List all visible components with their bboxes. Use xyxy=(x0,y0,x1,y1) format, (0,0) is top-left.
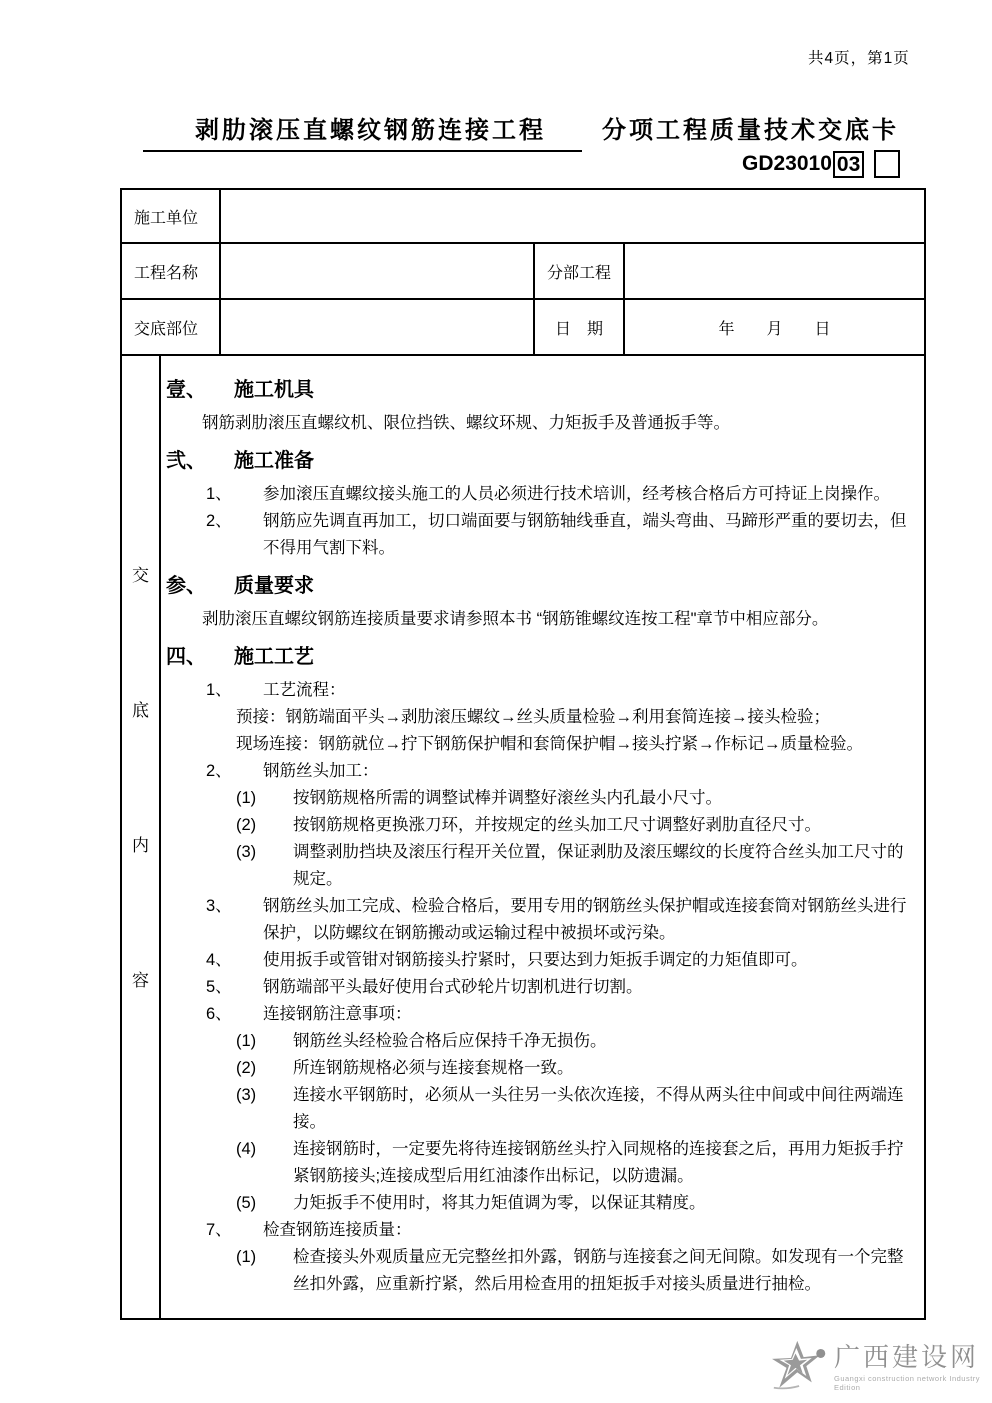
list-item-text: 工艺流程： xyxy=(263,681,346,699)
list-item-text: 连接钢筋注意事项： xyxy=(263,1005,412,1023)
list-item xyxy=(164,1055,918,1082)
list-item xyxy=(164,1217,918,1244)
row-disclosure-content xyxy=(122,356,924,1318)
list-item xyxy=(164,481,918,508)
list-item-number: 4、 xyxy=(206,951,232,969)
list-item-number: (5) xyxy=(236,1194,257,1212)
division-value-cell xyxy=(625,244,924,298)
construction-unit-label: 施工单位 xyxy=(122,190,221,242)
list-item-text: 检查接头外观质量应无完整丝扣外露，钢筋与连接套之间无间隙。如发现有一个完整丝扣外露，应重新拧紧，然后用检查用的扭矩扳手对接头质量进行抽检。 xyxy=(293,1248,904,1293)
side-label-char: 底 xyxy=(132,701,149,720)
list-item-text: 按钢筋规格更换涨刀环，并按规定的丝头加工尺寸调整好剥肋直径尺寸。 xyxy=(293,816,821,834)
list-item-number: 1、 xyxy=(206,681,232,699)
list-item xyxy=(164,785,918,812)
list-item-text: 钢筋应先调直再加工，切口端面要与钢筋轴线垂直，端头弯曲、马蹄形严重的要切去，但不得用气割下料。 xyxy=(263,512,907,557)
title-part-2: 分项工程质量技术交底卡 xyxy=(602,117,899,144)
disclosure-content xyxy=(161,356,924,1318)
list-item xyxy=(164,758,918,785)
list-item xyxy=(164,1136,918,1190)
list-item-text: 力矩扳手不使用时，将其力矩值调为零，以保证其精度。 xyxy=(293,1194,706,1212)
list-item xyxy=(164,677,918,704)
section-title: 施工准备 xyxy=(234,450,314,472)
list-item-text: 按钢筋规格所需的调整试棒并调整好滚丝头内孔最小尺寸。 xyxy=(293,789,722,807)
disclosure-part-value-cell xyxy=(221,300,535,354)
list-item xyxy=(164,947,918,974)
list-item-text: 所连钢筋规格必须与连接套规格一致。 xyxy=(293,1059,574,1077)
watermark-site-name: 广西建设网 xyxy=(833,1342,979,1372)
list-item-number: 6、 xyxy=(206,1005,232,1023)
list-item-text: 钢筋丝头加工完成、检验合格后，要用专用的钢筋丝头保护帽或连接套筒对钢筋丝头进行保护，以防螺纹在钢筋搬动或运输过程中被损坏或污染。 xyxy=(263,897,907,942)
division-label: 分部工程 xyxy=(535,244,625,298)
document-code xyxy=(742,150,900,178)
side-vertical-label xyxy=(122,356,161,1318)
title-part-underlined: 剥肋滚压直螺纹钢筋连接工程 xyxy=(143,110,582,152)
section-heading xyxy=(166,645,918,669)
list-item-text: 连接钢筋时，一定要先将待连接钢筋丝头拧入同规格的连接套之后，再用力矩扳手拧紧钢筋接头;连接成型后用红油漆作出标记，以防遗漏。 xyxy=(293,1140,904,1185)
list-item-number: (3) xyxy=(236,1086,257,1104)
section-number: 参、 xyxy=(166,575,206,597)
list-item-number: 5、 xyxy=(206,978,232,996)
section-title: 施工机具 xyxy=(234,379,314,401)
section-number: 壹、 xyxy=(166,379,206,401)
section-number: 弐、 xyxy=(166,450,206,472)
section-number: 四、 xyxy=(166,646,206,668)
paragraph: 剥肋滚压直螺纹钢筋连接质量要求请参照本书 “钢筋锥螺纹连按工程"章节中相应部分。 xyxy=(202,610,829,628)
list-item-number: (3) xyxy=(236,843,257,861)
process-flow-line: 现场连接：钢筋就位→拧下钢筋保护帽和套筒保护帽→接头拧紧→作标记→质量检验。 xyxy=(236,735,863,753)
paragraph: 钢筋剥肋滚压直螺纹机、限位挡铁、螺纹环规、力矩扳手及普通扳手等。 xyxy=(202,414,730,432)
list-item xyxy=(164,974,918,1001)
code-prefix: GD23010 xyxy=(742,152,832,175)
side-label-char: 容 xyxy=(132,971,149,990)
row-disclosure-part xyxy=(122,300,924,356)
watermark-logo xyxy=(763,1338,992,1396)
section-heading xyxy=(166,449,918,473)
list-item-text: 调整剥肋挡块及滚压行程开关位置，保证剥肋及滚压螺纹的长度符合丝头加工尺寸的规定。 xyxy=(293,843,904,888)
project-name-value-cell xyxy=(221,244,535,298)
date-label: 日 期 xyxy=(535,300,625,354)
document-title xyxy=(143,110,899,152)
row-construction-unit xyxy=(122,190,924,244)
code-empty-box xyxy=(874,150,900,178)
list-item xyxy=(164,1082,918,1136)
section-heading xyxy=(166,378,918,402)
disclosure-part-label: 交底部位 xyxy=(122,300,221,354)
section-heading xyxy=(166,574,918,598)
section-title: 质量要求 xyxy=(234,575,314,597)
section-title: 施工工艺 xyxy=(234,646,314,668)
project-name-label: 工程名称 xyxy=(122,244,221,298)
date-value-cell: 年 月 日 xyxy=(718,320,831,338)
list-item-number: (2) xyxy=(236,1059,257,1077)
row-project-name xyxy=(122,244,924,300)
construction-unit-value-cell xyxy=(221,190,924,242)
list-item xyxy=(164,839,918,893)
list-item-text: 参加滚压直螺纹接头施工的人员必须进行技术培训，经考核合格后方可持证上岗操作。 xyxy=(263,485,890,503)
list-item xyxy=(164,1190,918,1217)
list-item-number: 2、 xyxy=(206,512,232,530)
list-item-number: (4) xyxy=(236,1140,257,1158)
star-logo-icon xyxy=(763,1338,828,1396)
list-item xyxy=(164,812,918,839)
page-number-info: 共4页，第1页 xyxy=(808,50,910,67)
list-item xyxy=(164,508,918,562)
list-item-text: 钢筋丝头经检验合格后应保持千净无损伤。 xyxy=(293,1032,607,1050)
list-item xyxy=(164,893,918,947)
list-item xyxy=(164,1028,918,1055)
list-item-text: 检查钢筋连接质量： xyxy=(263,1221,412,1239)
side-label-char: 内 xyxy=(132,836,149,855)
side-label-char: 交 xyxy=(132,566,149,585)
list-item-text: 钢筋丝头加工： xyxy=(263,762,379,780)
watermark-texts xyxy=(834,1342,992,1392)
list-item-number: (1) xyxy=(236,789,257,807)
list-item-number: 2、 xyxy=(206,762,232,780)
list-item-text: 钢筋端部平头最好使用台式砂轮片切割机进行切割。 xyxy=(263,978,643,996)
list-item-number: (1) xyxy=(236,1032,257,1050)
list-item xyxy=(164,1244,918,1298)
list-item-number: (1) xyxy=(236,1248,257,1266)
list-item-text: 连接水平钢筋时，必须从一头往另一头依次连接，不得从两头往中间或中间往两端连接。 xyxy=(293,1086,904,1131)
watermark-site-subtitle: Guangxi construction network Industry Edition xyxy=(833,1374,981,1392)
list-item-text: 使用扳手或管钳对钢筋接头拧紧时，只要达到力矩扳手调定的力矩值即可。 xyxy=(263,951,808,969)
process-flow-line: 预接：钢筋端面平头→剥肋滚压螺纹→丝头质量检验→利用套简连接→接头检验； xyxy=(236,708,830,726)
list-item xyxy=(164,1001,918,1028)
disclosure-card-table xyxy=(120,188,926,1320)
code-boxed-number: 03 xyxy=(833,151,864,178)
list-item-number: (2) xyxy=(236,816,257,834)
list-item-number: 1、 xyxy=(206,485,232,503)
list-item-number: 7、 xyxy=(206,1221,232,1239)
list-item-number: 3、 xyxy=(206,897,232,915)
